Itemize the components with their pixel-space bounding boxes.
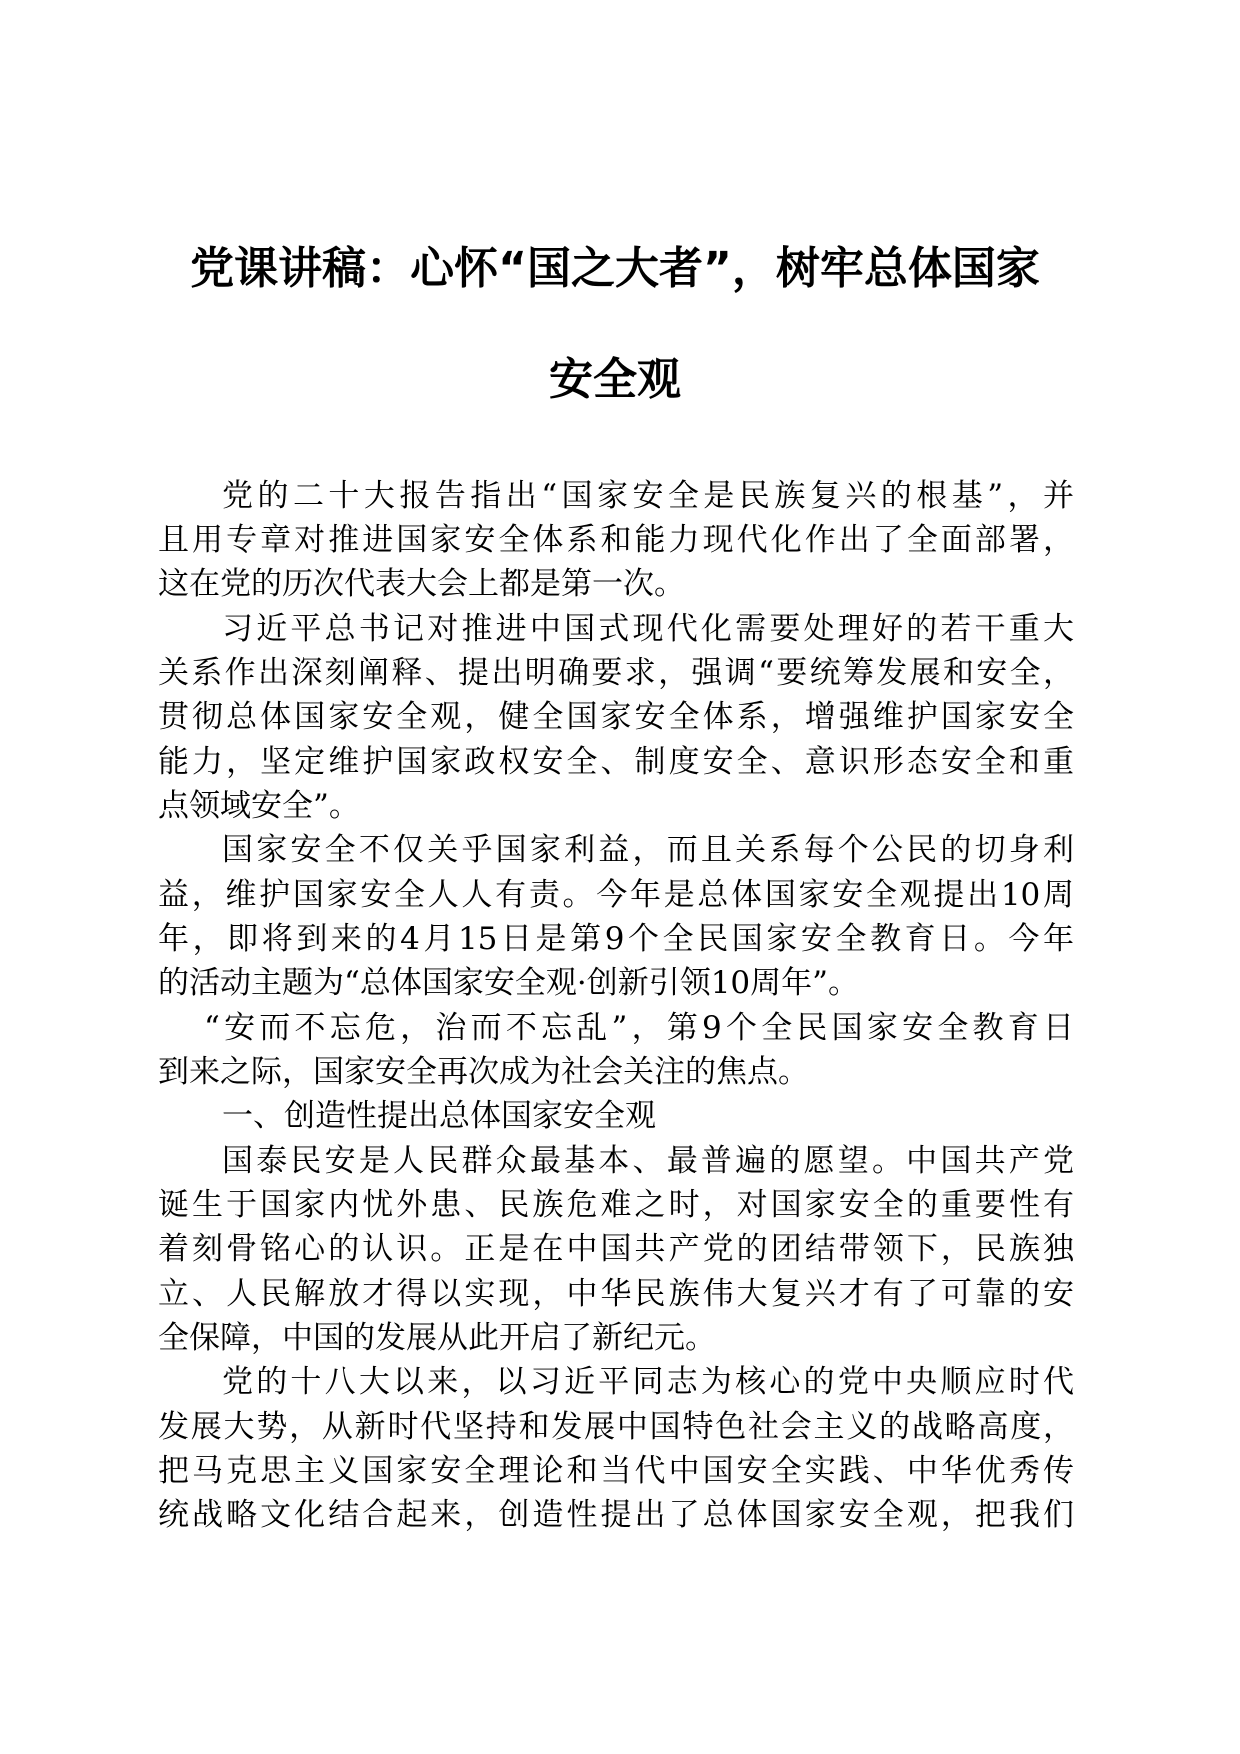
body-line: 诞生于国家内忧外患、民族危难之时，对国家安全的重要性有 [158,1187,1074,1223]
body-line: 点领域安全”。 [158,788,360,824]
body-line: 习近平总书记对推进中国式现代化需要处理好的若干重大 [222,611,1074,647]
body-line: 党的十八大以来，以习近平同志为核心的党中央顺应时代 [222,1364,1074,1400]
body-line: 贯彻总体国家安全观，健全国家安全体系，增强维护国家安全 [158,699,1074,735]
body-line: 统战略文化结合起来，创造性提出了总体国家安全观，把我们 [158,1497,1074,1533]
body-line: 把马克思主义国家安全理论和当代中国安全实践、中华优秀传 [158,1453,1074,1489]
body-line: 年，即将到来的4月15日是第9个全民国家安全教育日。今年 [158,921,1074,957]
body-line: 这在党的历次代表大会上都是第一次。 [158,566,685,602]
body-line: 全保障，中国的发展从此开启了新纪元。 [158,1320,716,1356]
body-line: 国家安全不仅关乎国家利益，而且关系每个公民的切身利 [222,832,1074,868]
body-line: 着刻骨铭心的认识。正是在中国共产党的团结带领下，民族独 [158,1231,1074,1267]
section-heading: 一、创造性提出总体国家安全观 [222,1098,656,1134]
body-line: 益，维护国家安全人人有责。今年是总体国家安全观提出10周 [158,877,1074,913]
body-line: 到来之际，国家安全再次成为社会关注的焦点。 [158,1054,809,1090]
body-line: 党的二十大报告指出“国家安全是民族复兴的根基”，并 [222,478,1074,514]
body-line: 立、人民解放才得以实现，中华民族伟大复兴才有了可靠的安 [158,1276,1074,1312]
body-line: 能力，坚定维护国家政权安全、制度安全、意识形态安全和重 [158,744,1074,780]
body-line: 国泰民安是人民群众最基本、最普遍的愿望。中国共产党 [222,1143,1074,1179]
body-line: 的活动主题为“总体国家安全观·创新引领10周年”。 [158,965,859,1001]
body-line: 关系作出深刻阐释、提出明确要求，强调“要统筹发展和安全， [158,655,1074,691]
body-line: “安而不忘危，治而不忘乱”，第9个全民国家安全教育日 [204,1010,1074,1046]
body-line: 发展大势，从新时代坚持和发展中国特色社会主义的战略高度， [158,1409,1074,1445]
document-title-line-2: 安全观 [549,354,681,405]
body-line: 且用专章对推进国家安全体系和能力现代化作出了全面部署， [158,522,1074,558]
document-title-line-1: 党课讲稿：心怀“国之大者”，树牢总体国家 [190,243,1040,294]
